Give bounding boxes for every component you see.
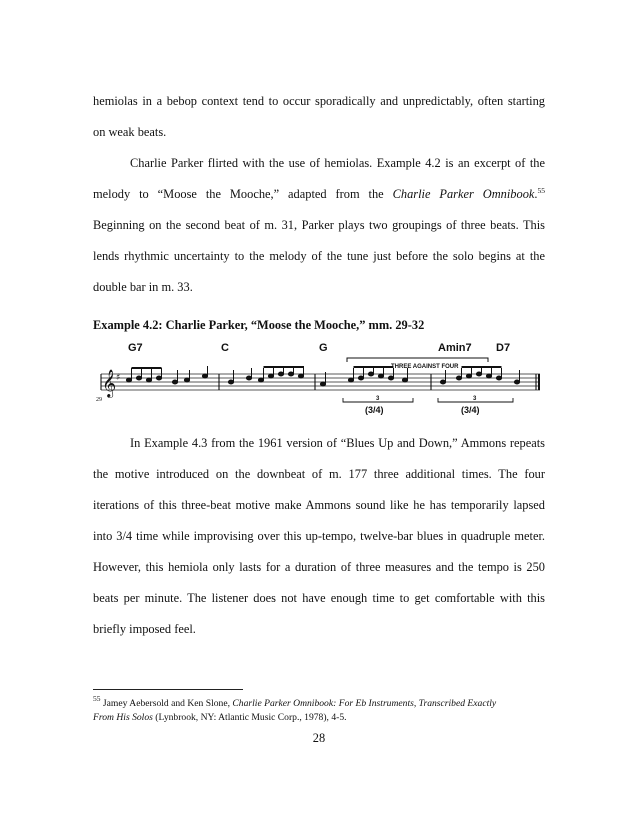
treble-clef-icon: 𝄞 [102, 369, 117, 397]
body-text-line: hemiolas in a bebop context tend to occur sporadically and unpredictably, often starting [93, 94, 545, 108]
measure-number: 29 [96, 397, 102, 403]
tuplet-number: 3 [473, 396, 477, 402]
text-span: . [534, 187, 538, 201]
body-text-line [93, 187, 545, 202]
text-span: Jamey Aebersold and Ken Slone, [100, 698, 233, 709]
body-text-line: Beginning on the second beat of m. 31, Parker plays two groupings of three beats. This [93, 218, 545, 232]
text-span: (Lynbrook, NY: Atlantic Music Corp., 1978), 4-5. [152, 712, 347, 723]
staff-lines [101, 374, 540, 390]
footnote-reference[interactable]: 55 [537, 186, 545, 195]
book-title: From His Solos [93, 712, 153, 723]
annotation-text: THREE AGAINST FOUR [391, 364, 459, 370]
chord-symbol: C [221, 342, 229, 354]
book-title: Charlie Parker Omnibook [392, 187, 535, 201]
page-number: 28 [312, 731, 326, 745]
footnote-number: 55 [93, 694, 101, 703]
hemiola-label: (3/4) [365, 405, 384, 415]
body-text-line: beats per minute. The listener does not have enough time to get comfortable with this [93, 591, 545, 605]
body-text-line: briefly imposed feel. [93, 622, 196, 636]
tuplet-number: 3 [376, 396, 380, 402]
chord-symbol: D7 [496, 342, 511, 354]
chord-symbol: Amin7 [438, 342, 472, 354]
footnote-continuation [93, 712, 545, 724]
footnote-divider [93, 689, 243, 690]
body-text-line: lends rhythmic uncertainty to the melody of the tune just before the solo begins at the [93, 249, 545, 263]
text-span: melody to “Moose the Mooche,” adapted from the [93, 187, 393, 201]
sharp-icon: ♯ [116, 373, 121, 383]
hemiola-label: (3/4) [461, 405, 480, 415]
body-text-line: iterations of this three-beat motive make Ammons sound like he has temporarily lapsed [93, 498, 545, 512]
body-text-line: on weak beats. [93, 125, 167, 139]
chord-symbol: G7 [128, 342, 143, 354]
body-text-line: the motive introduced on the downbeat of m. 177 three additional times. The four [93, 467, 545, 481]
hemiola-brackets [343, 398, 513, 402]
body-text-line: double bar in m. 33. [93, 280, 193, 294]
music-staff-figure [93, 338, 545, 418]
chord-symbol: G [319, 342, 328, 354]
measure-notes [126, 366, 519, 386]
body-text-line: However, this hemiola only lasts for a duration of three measures and the tempo is 250 [93, 560, 545, 574]
book-title: Charlie Parker Omnibook: For Eb Instruments, Transcribed Exactly [232, 698, 497, 709]
body-text-line: into 3/4 time while improvising over this up-tempo, twelve-bar blues in quadruple meter. [93, 529, 545, 543]
example-heading: Example 4.2: Charlie Parker, “Moose the Mooche,” mm. 29-32 [93, 318, 425, 332]
footnote [93, 694, 545, 710]
body-text-line: In Example 4.3 from the 1961 version of “Blues Up and Down,” Ammons repeats [130, 436, 545, 450]
annotation-bracket [347, 358, 488, 362]
body-text-line: Charlie Parker flirted with the use of hemiolas. Example 4.2 is an excerpt of the [130, 156, 545, 170]
music-notation-example [93, 338, 545, 418]
